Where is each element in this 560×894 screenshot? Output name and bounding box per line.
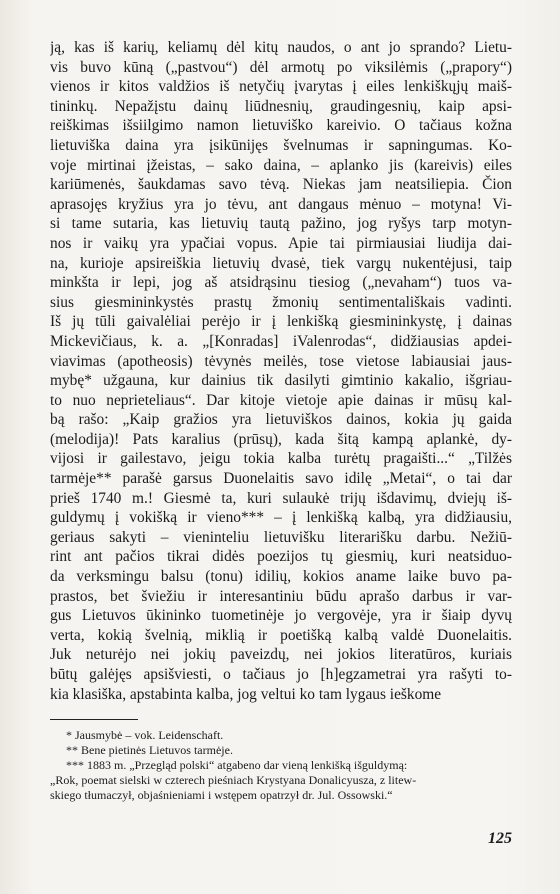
- text-line: verta, kokią švelnią, miklią ir poetišką kalbą valdė Duonelaitis.: [50, 626, 512, 644]
- text-line: viavimas (apotheosis) tėvynės meilės, tose vietose labiausiai jaus-: [50, 352, 512, 370]
- text-line: lietuviška daina yra įsikūnijęs švelnumas ir sapningumas. Ko-: [50, 136, 512, 154]
- text-line: (melodija)! Pats karalius (prūsų), kada šitą kampą aplankė, dy-: [50, 430, 512, 448]
- text-line: voje mirtinai įžeistas, – sako daina, – aplanko jis (kareivis) eiles: [50, 156, 512, 174]
- text-line: prieš 1740 m.! Giesmė ta, kuri sulaukė trijų išdavimų, dviejų iš-: [50, 489, 512, 507]
- text-line: minkšta ir lepi, jog aš atsidrąsinu tiesiog („nevaham“) tuos va-: [50, 274, 512, 292]
- text-line: būtų galėjęs apsišviesti, o tačiaus jo [h]egzametrai yra rašyti to-: [50, 666, 512, 683]
- text-line: tininkų. Nepažįstu dainų liūdnesnių, graudingesnių, kaip apsi-: [50, 97, 512, 115]
- text-line: guldymų į vokišką ir vieno*** – į lenkišką kalbą, yra didžiausiu,: [50, 509, 512, 527]
- text-line: Juk neturėjo nei jokių paveizdų, nei jokios literatūros, kuriais: [50, 646, 512, 664]
- text-line: kariūmenės, šaukdamas savo tėvą. Niekas jam neatsiliepia. Čion: [50, 176, 512, 194]
- footnotes: [50, 728, 512, 803]
- text-line: aprasojęs kryžius yra jo tėvu, ant dangaus mėnuo – motyna! Vi-: [50, 195, 512, 213]
- text-line: vienos ir kitos valdžios iš netyčių įvarytas į eiles lenkiškųjų maiš-: [50, 78, 512, 96]
- text-line: Iš jų tūli gaivalėliai perėjo ir į lenkišką giesmininkystę, į dainas: [50, 313, 512, 331]
- footnote-rule: [50, 719, 138, 720]
- text-line: geriaus sakyti – vieninteliu lietuvišku literarišku darbu. Nežiū-: [50, 528, 512, 546]
- text-line: rint ant pačios tikrai didės poezijos tų giesmių, kuri neatsiduo-: [50, 548, 512, 566]
- text-line: ją, kas iš karių, keliamų dėl kitų naudos, o ant jo sprando? Lietu-: [50, 39, 512, 56]
- text-line: mybę* užgauna, kur dainius tik dasilyti gimtinio kakalio, išgriau-: [50, 372, 512, 390]
- text-line: da verksmingu balsu (tonu) idilių, kokios aname laike buvo pa-: [50, 568, 512, 586]
- text-line: sius giesmininkystės prastų žmonių sentimentališkais vadinti.: [50, 293, 512, 311]
- text-line: gus Lietuvos ūkininko tuometinėje jo vergovėje, yra ir šiaip dyvų: [50, 607, 512, 625]
- text-line: prastos, bet šviežiu ir interesantiniu būdu aprašo darbus ir var-: [50, 587, 512, 605]
- text-line: vijosi ir gailestavo, jeigu tokia kalba turėtų pragaišti...“ „Tilžės: [50, 450, 512, 468]
- text-line: si tame sutaria, kas lietuvių tautą pažino, jog ryšys tarp motyn-: [50, 215, 512, 233]
- body-text: [50, 38, 512, 704]
- footnote: * Jausmybė – vok. Leidenschaft.: [66, 728, 224, 742]
- text-line: na, kurioje apsireiškia lietuvių dvasė, tiek vargų nukentėjusi, taip: [50, 254, 512, 272]
- footnote: *** 1883 m. „Przegląd polski“ atgabeno dar vieną lenkišką išguldymą:: [66, 758, 408, 772]
- text-line: kia klasiška, apstabinta kalba, jog veltui ko tam lygaus ieškome: [50, 685, 442, 703]
- footnote: skiego tłumaczył, objaśnieniami i wstępem opatrzył dr. Jul. Ossowski.“: [50, 788, 393, 802]
- text-line: to nuo neprieteliaus“. Dar kitoje vietoje apie dainas ir mūsų kal-: [50, 391, 512, 409]
- text-line: vis buvo kūną („pastvou“) dėl armotų po viksilėmis („prapory“): [50, 58, 512, 76]
- page-number: 125: [488, 830, 512, 847]
- footnote: ** Bene pietinės Lietuvos tarmėje.: [66, 743, 233, 757]
- text-line: Mickevičiaus, k. a. „[Konradas] iValenrodas“, didžiausias apdei-: [50, 332, 512, 350]
- text-line: nos ir vaikų yra ypačiai vopus. Apie tai pirmiausiai liudija dai-: [50, 234, 512, 252]
- text-line: bą rašo: „Kaip gražios yra lietuviškos dainos, kokia jų gaida: [50, 411, 512, 429]
- text-line: reiškimas išsiilgimo namon lietuviško kareivio. O tačiaus kožna: [50, 117, 512, 135]
- footnote: „Rok, poemat sielski w czterech pieśniach Krystyana Donalicyusza, z litew-: [50, 773, 417, 787]
- text-line: tarmėje** parašė garsus Duonelaitis savo idilę „Metai“, o tai dar: [50, 470, 512, 488]
